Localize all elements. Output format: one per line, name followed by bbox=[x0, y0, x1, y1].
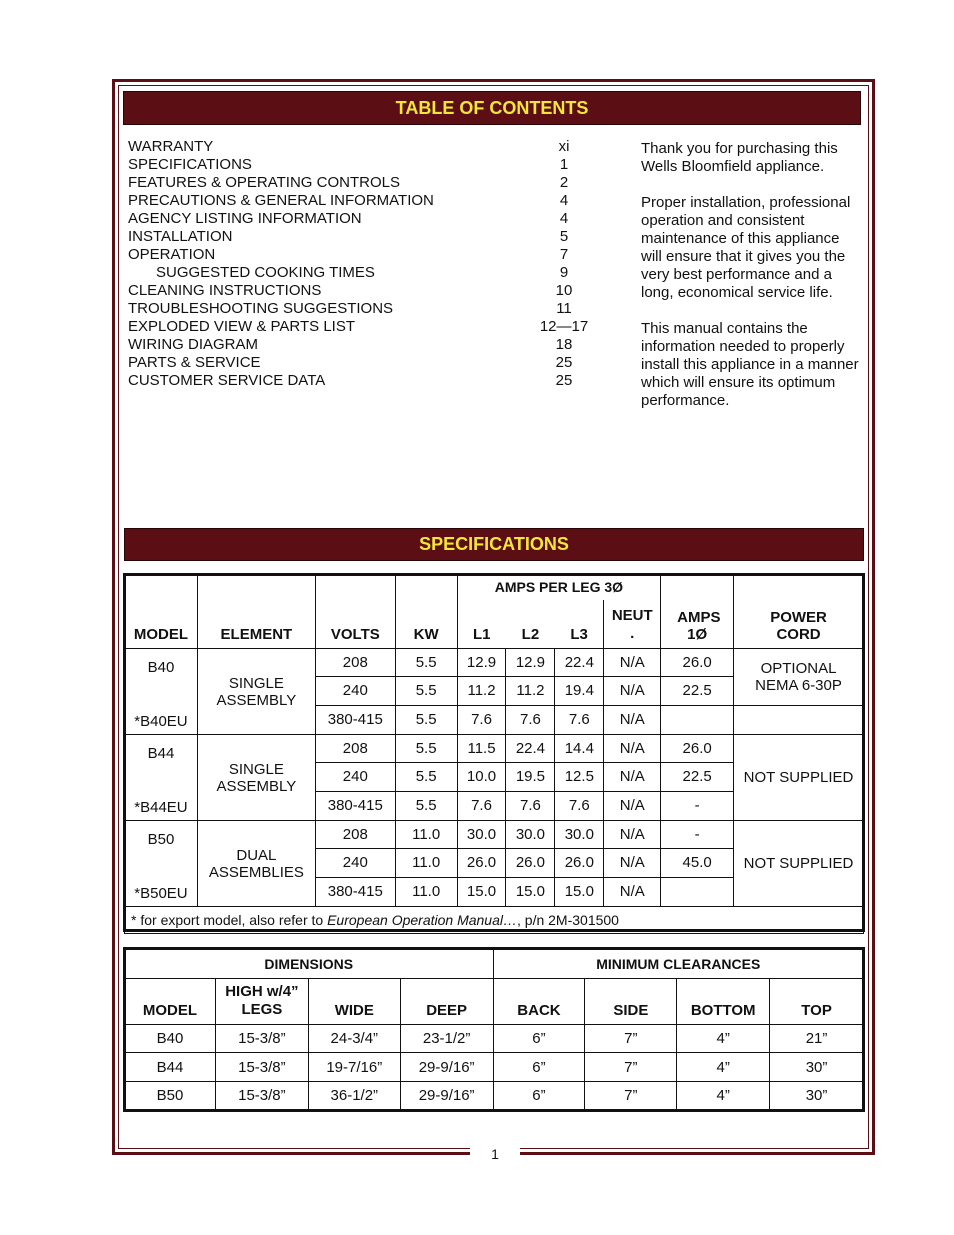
dim-col-header-high bbox=[215, 979, 308, 1025]
clearance-top-cell: 21” bbox=[770, 1025, 864, 1053]
dim-deep-cell: 29-9/16” bbox=[400, 1082, 493, 1110]
col-header-model bbox=[125, 575, 198, 649]
col-header-kw bbox=[395, 575, 457, 649]
specifications-table bbox=[124, 574, 864, 934]
volts-cell: 380-415 bbox=[315, 877, 395, 906]
col-header-l3-text: L3 bbox=[570, 626, 588, 643]
kw-cell: 5.5 bbox=[395, 735, 457, 763]
toc-item-label: INSTALLATION bbox=[128, 228, 233, 245]
dim-model-cell: B50 bbox=[125, 1082, 216, 1110]
amps-1ph-cell bbox=[661, 705, 734, 734]
toc-item-parts-service[interactable] bbox=[128, 354, 598, 372]
amps-1ph-cell: 26.0 bbox=[661, 735, 734, 763]
element-cell bbox=[197, 735, 315, 821]
dimensions-group-header bbox=[125, 949, 494, 979]
clearance-side-cell: 7” bbox=[585, 1025, 677, 1053]
table-row bbox=[125, 821, 864, 849]
neut-cell: N/A bbox=[604, 649, 661, 677]
toc-item-page: 7 bbox=[559, 246, 569, 263]
neut-cell: N/A bbox=[604, 877, 661, 906]
amps-1ph-cell bbox=[661, 877, 734, 906]
toc-item-page: 9 bbox=[559, 264, 569, 281]
toc-item-operation[interactable] bbox=[128, 246, 598, 264]
dimensions-group-header-text: DIMENSIONS bbox=[264, 955, 354, 972]
toc-item-label: AGENCY LISTING INFORMATION bbox=[128, 210, 362, 227]
l3-cell: 7.6 bbox=[555, 791, 604, 820]
l1-cell: 30.0 bbox=[457, 821, 506, 849]
dim-wide-cell: 36-1/2” bbox=[308, 1082, 400, 1110]
amps-1ph-cell: 26.0 bbox=[661, 649, 734, 677]
col-header-element bbox=[197, 575, 315, 649]
neut-cell: N/A bbox=[604, 849, 661, 877]
footnote-cell bbox=[125, 907, 864, 934]
footnote-text: * for export model, also refer to bbox=[131, 912, 328, 928]
footnote-manual-title: European Operation Manual… bbox=[327, 912, 517, 928]
model-name: B44 bbox=[147, 745, 175, 762]
dim-model-cell: B40 bbox=[125, 1025, 216, 1053]
toc-item-page: 5 bbox=[559, 228, 569, 245]
toc-item-label: CUSTOMER SERVICE DATA bbox=[128, 372, 326, 389]
amps-1ph-cell: - bbox=[661, 791, 734, 820]
kw-cell: 5.5 bbox=[395, 705, 457, 734]
toc-item-label: PRECAUTIONS & GENERAL INFORMATION bbox=[128, 192, 434, 209]
l3-cell: 30.0 bbox=[555, 821, 604, 849]
col-header-l3 bbox=[555, 600, 604, 649]
dim-high-cell: 15-3/8” bbox=[215, 1025, 308, 1053]
kw-cell: 11.0 bbox=[395, 821, 457, 849]
dim-col-header-model: MODEL bbox=[125, 979, 216, 1025]
clearance-back-cell: 6” bbox=[493, 1025, 585, 1053]
element-cell bbox=[197, 649, 315, 735]
col-header-element-text: ELEMENT bbox=[220, 626, 293, 643]
model-eu-name: *B40EU bbox=[134, 713, 188, 730]
neut-cell: N/A bbox=[604, 763, 661, 791]
specifications-title: SPECIFICATIONS bbox=[419, 534, 569, 554]
l1-cell: 15.0 bbox=[457, 877, 506, 906]
power-cord-cell-empty bbox=[734, 705, 864, 734]
l2-cell: 15.0 bbox=[506, 877, 555, 906]
toc-item-customer-service[interactable] bbox=[128, 372, 598, 390]
dim-col-header-high-text: HIGH w/4” LEGS bbox=[225, 983, 299, 1018]
dim-high-cell: 15-3/8” bbox=[215, 1082, 308, 1110]
toc-item-label: PARTS & SERVICE bbox=[128, 354, 261, 371]
footnote-part-number: , p/n 2M-301500 bbox=[517, 912, 619, 928]
dim-wide-cell: 24-3/4” bbox=[308, 1025, 400, 1053]
toc-item-page: 4 bbox=[559, 210, 569, 227]
volts-cell: 208 bbox=[315, 735, 395, 763]
toc-item-label: EXPLODED VIEW & PARTS LIST bbox=[128, 318, 356, 335]
table-row bbox=[125, 1053, 864, 1082]
toc-item-page: 4 bbox=[559, 192, 569, 209]
amps-1ph-cell: - bbox=[661, 821, 734, 849]
dim-col-header-top: TOP bbox=[770, 979, 864, 1025]
volts-cell: 208 bbox=[315, 821, 395, 849]
neut-cell: N/A bbox=[604, 705, 661, 734]
model-eu-name: *B44EU bbox=[134, 799, 188, 816]
clearance-top-cell: 30” bbox=[770, 1053, 864, 1082]
neut-cell: N/A bbox=[604, 821, 661, 849]
toc-item-page: 25 bbox=[555, 354, 573, 371]
toc-item-label: TROUBLESHOOTING SUGGESTIONS bbox=[128, 300, 394, 317]
l2-cell: 11.2 bbox=[506, 677, 555, 705]
toc-item-label: SPECIFICATIONS bbox=[128, 156, 252, 173]
power-cord-text: NOT SUPPLIED bbox=[743, 855, 854, 872]
dim-high-cell: 15-3/8” bbox=[215, 1053, 308, 1082]
page-number: 1 bbox=[491, 1146, 499, 1162]
element-text: SINGLE ASSEMBLY bbox=[216, 760, 297, 795]
power-cord-cell bbox=[734, 735, 864, 821]
toc-item-agency[interactable] bbox=[128, 210, 598, 228]
l3-cell: 14.4 bbox=[555, 735, 604, 763]
dim-model-cell: B44 bbox=[125, 1053, 216, 1082]
l3-cell: 19.4 bbox=[555, 677, 604, 705]
l1-cell: 7.6 bbox=[457, 705, 506, 734]
model-name: B40 bbox=[147, 659, 175, 676]
col-header-amps-per-leg bbox=[457, 575, 661, 600]
toc-item-warranty[interactable] bbox=[128, 138, 598, 156]
clearances-group-header bbox=[493, 949, 863, 979]
kw-cell: 5.5 bbox=[395, 677, 457, 705]
l3-cell: 26.0 bbox=[555, 849, 604, 877]
dim-deep-cell: 23-1/2” bbox=[400, 1025, 493, 1053]
neut-cell: N/A bbox=[604, 791, 661, 820]
clearance-back-cell: 6” bbox=[493, 1082, 585, 1110]
kw-cell: 5.5 bbox=[395, 791, 457, 820]
l2-cell: 19.5 bbox=[506, 763, 555, 791]
clearance-back-cell: 6” bbox=[493, 1053, 585, 1082]
toc-item-page: 25 bbox=[555, 372, 573, 389]
l2-cell: 26.0 bbox=[506, 849, 555, 877]
toc-item-features[interactable] bbox=[128, 174, 598, 192]
toc-item-label: WIRING DIAGRAM bbox=[128, 336, 258, 353]
col-header-kw-text: KW bbox=[413, 626, 439, 643]
toc-item-label: FEATURES & OPERATING CONTROLS bbox=[128, 174, 400, 191]
l2-cell: 30.0 bbox=[506, 821, 555, 849]
table-row bbox=[125, 1082, 864, 1110]
volts-cell: 208 bbox=[315, 649, 395, 677]
toc-list bbox=[128, 138, 598, 390]
l1-cell: 10.0 bbox=[457, 763, 506, 791]
toc-item-page: 10 bbox=[555, 282, 573, 299]
clearance-top-cell: 30” bbox=[770, 1082, 864, 1110]
neut-cell: N/A bbox=[604, 735, 661, 763]
col-header-volts bbox=[315, 575, 395, 649]
l3-cell: 15.0 bbox=[555, 877, 604, 906]
element-text: SINGLE ASSEMBLY bbox=[216, 674, 297, 709]
l2-cell: 7.6 bbox=[506, 791, 555, 820]
amps-1ph-cell: 22.5 bbox=[661, 763, 734, 791]
l2-cell: 12.9 bbox=[506, 649, 555, 677]
l1-cell: 12.9 bbox=[457, 649, 506, 677]
dim-col-header-back: BACK bbox=[493, 979, 585, 1025]
toc-item-label: CLEANING INSTRUCTIONS bbox=[128, 282, 322, 299]
toc-item-specifications[interactable] bbox=[128, 156, 598, 174]
l3-cell: 22.4 bbox=[555, 649, 604, 677]
toc-item-cleaning[interactable] bbox=[128, 282, 598, 300]
toc-title: TABLE OF CONTENTS bbox=[395, 98, 589, 118]
clearance-bottom-cell: 4” bbox=[677, 1025, 770, 1053]
col-header-amps-1ph bbox=[661, 575, 734, 649]
toc-item-wiring[interactable] bbox=[128, 336, 598, 354]
clearance-bottom-cell: 4” bbox=[677, 1082, 770, 1110]
model-name: B50 bbox=[147, 831, 175, 848]
intro-text bbox=[641, 140, 863, 428]
toc-item-label: OPERATION bbox=[128, 246, 216, 263]
element-cell bbox=[197, 821, 315, 907]
volts-cell: 240 bbox=[315, 849, 395, 877]
toc-banner bbox=[123, 91, 861, 125]
power-cord-text: NOT SUPPLIED bbox=[743, 769, 854, 786]
footnote-row bbox=[125, 907, 864, 934]
amps-1ph-cell: 22.5 bbox=[661, 677, 734, 705]
clearances-group-header-text: MINIMUM CLEARANCES bbox=[596, 955, 761, 972]
dim-col-header-deep: DEEP bbox=[400, 979, 493, 1025]
dim-wide-cell: 19-7/16” bbox=[308, 1053, 400, 1082]
volts-cell: 380-415 bbox=[315, 791, 395, 820]
dim-col-header-side: SIDE bbox=[585, 979, 677, 1025]
intro-paragraph-installation: Proper installation, professional operation and consistent maintenance of this appliance will ensure that it gives you the very best performance and a long, economical service life. bbox=[641, 194, 851, 301]
kw-cell: 5.5 bbox=[395, 649, 457, 677]
element-text: DUAL ASSEMBLIES bbox=[208, 846, 304, 881]
power-cord-cell bbox=[734, 649, 864, 706]
l3-cell: 7.6 bbox=[555, 705, 604, 734]
dim-col-header-wide: WIDE bbox=[308, 979, 400, 1025]
power-cord-text: OPTIONAL NEMA 6-30P bbox=[755, 659, 842, 694]
table-row bbox=[125, 649, 864, 677]
toc-item-exploded-view[interactable] bbox=[128, 318, 598, 336]
model-cell bbox=[125, 649, 198, 735]
col-header-power-cord-text: POWER CORD bbox=[770, 609, 827, 643]
volts-cell: 380-415 bbox=[315, 705, 395, 734]
col-header-volts-text: VOLTS bbox=[330, 626, 380, 643]
l1-cell: 11.2 bbox=[457, 677, 506, 705]
l2-cell: 22.4 bbox=[506, 735, 555, 763]
l1-cell: 11.5 bbox=[457, 735, 506, 763]
col-header-amps-1ph-text: AMPS 1Ø bbox=[677, 609, 721, 643]
dim-deep-cell: 29-9/16” bbox=[400, 1053, 493, 1082]
l1-cell: 26.0 bbox=[457, 849, 506, 877]
table-row bbox=[125, 1025, 864, 1053]
model-cell bbox=[125, 821, 198, 907]
specifications-banner bbox=[124, 528, 864, 561]
clearance-side-cell: 7” bbox=[585, 1082, 677, 1110]
dimensions-table bbox=[124, 948, 864, 1110]
toc-item-page: 1 bbox=[559, 156, 569, 173]
toc-item-installation[interactable] bbox=[128, 228, 598, 246]
power-cord-cell bbox=[734, 821, 864, 907]
kw-cell: 5.5 bbox=[395, 763, 457, 791]
col-header-l1-text: L1 bbox=[473, 626, 491, 643]
volts-cell: 240 bbox=[315, 763, 395, 791]
toc-item-label: WARRANTY bbox=[128, 138, 214, 155]
l3-cell: 12.5 bbox=[555, 763, 604, 791]
col-header-amps-per-leg-text: AMPS PER LEG 3Ø bbox=[494, 579, 624, 596]
col-header-neut bbox=[604, 600, 661, 649]
col-header-neut-text: NEUT . bbox=[611, 607, 653, 642]
toc-item-precautions[interactable] bbox=[128, 192, 598, 210]
kw-cell: 11.0 bbox=[395, 877, 457, 906]
model-cell bbox=[125, 735, 198, 821]
intro-paragraph-manual: This manual contains the information needed to properly install this appliance in a manner which will ensure its optimum performance. bbox=[641, 320, 859, 409]
table-row bbox=[125, 735, 864, 763]
toc-item-page: xi bbox=[558, 138, 570, 155]
col-header-l2 bbox=[506, 600, 555, 649]
toc-item-cooking-times[interactable] bbox=[128, 264, 598, 282]
l1-cell: 7.6 bbox=[457, 791, 506, 820]
clearance-bottom-cell: 4” bbox=[677, 1053, 770, 1082]
toc-item-page: 11 bbox=[556, 300, 572, 317]
toc-item-page: 18 bbox=[555, 336, 573, 353]
intro-paragraph-thanks: Thank you for purchasing this Wells Bloomfield appliance. bbox=[641, 140, 838, 175]
dim-col-header-bottom: BOTTOM bbox=[677, 979, 770, 1025]
kw-cell: 11.0 bbox=[395, 849, 457, 877]
col-header-l2-text: L2 bbox=[521, 626, 540, 643]
clearance-side-cell: 7” bbox=[585, 1053, 677, 1082]
toc-item-troubleshooting[interactable] bbox=[128, 300, 598, 318]
neut-cell: N/A bbox=[604, 677, 661, 705]
l2-cell: 7.6 bbox=[506, 705, 555, 734]
volts-cell: 240 bbox=[315, 677, 395, 705]
model-eu-name: *B50EU bbox=[134, 885, 188, 902]
col-header-power-cord bbox=[734, 575, 864, 649]
toc-item-label: SUGGESTED COOKING TIMES bbox=[156, 264, 375, 281]
col-header-model-text: MODEL bbox=[133, 626, 189, 643]
toc-item-page: 2 bbox=[559, 174, 569, 191]
col-header-l1 bbox=[457, 600, 506, 649]
amps-1ph-cell: 45.0 bbox=[661, 849, 734, 877]
toc-item-page: 12—17 bbox=[539, 318, 589, 335]
